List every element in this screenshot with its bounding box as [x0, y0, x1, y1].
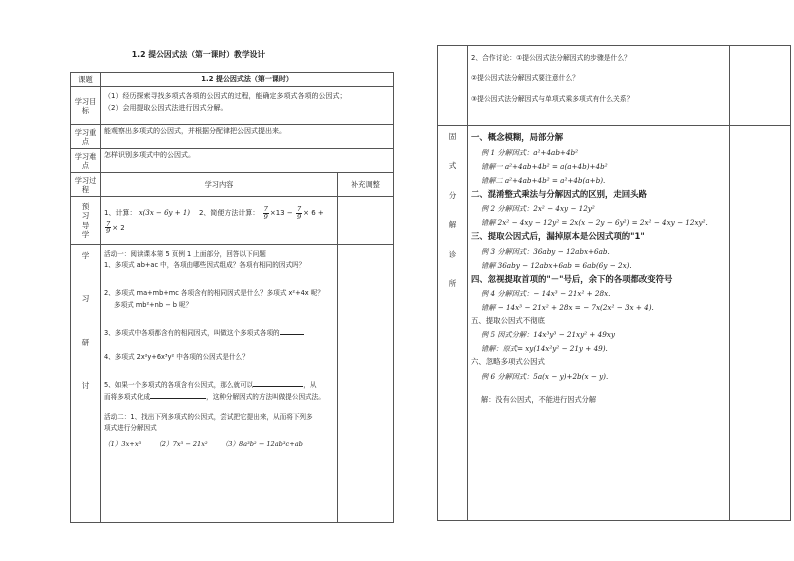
example-2-wrong: 错解 2x² − 4xy − 12y² = 2x(x − 2y − 6y²) = 2x² − 4xy − 12xy². — [481, 218, 708, 227]
example-4-wrong: 错解 − 14x³ − 21x² + 28x = − 7x(2x² − 3x + 4). — [481, 303, 654, 312]
question-4: 4、多项式 2x²y+6x³y² 中各项的公因式是什么？ — [104, 353, 249, 362]
diagnosis-label: 固 式 分 解 诊 所 — [438, 126, 468, 521]
activity-2-exercises — [104, 440, 334, 448]
section-2-title: 二、混淆整式乘法与分解因式的区别，走回头路 — [471, 188, 647, 199]
preview-1: 1、计算： x(3x − 6y + 1) — [104, 209, 191, 218]
example-3: 例 3 分解因式：36aby − 12abx+6ab. — [481, 246, 610, 256]
study-supplement — [338, 245, 394, 523]
exercise-2: （2）7x³ − 21x² — [155, 440, 208, 449]
process-label: 学习过程 — [71, 173, 101, 197]
difficulty-label: 学习难点 — [71, 149, 101, 173]
goal-cell — [101, 87, 394, 125]
example-1: 例 1 分解因式：a²+4ab+4b² — [481, 147, 578, 157]
goal-2: （2）会用提取公因式法进行因式分解。 — [104, 103, 228, 112]
right-page — [397, 0, 794, 561]
example-3-wrong: 错解 36aby − 12abx+6ab = 6ab(6y − 2x). — [481, 260, 632, 270]
example-1-wrong-1: 错解一 a²+4ab+4b² = a(a+4b)+4b² — [481, 161, 608, 171]
example-2: 例 2 分解因式：2x² − 4xy − 12y² — [481, 204, 595, 213]
preview-supplement — [338, 197, 394, 245]
topic-label: 课题 — [71, 73, 101, 87]
example-6-answer: 解：没有公因式，不能进行因式分解 — [481, 394, 597, 404]
study-content — [101, 245, 338, 523]
content-header: 学习内容 — [101, 173, 338, 197]
coop-supplement — [730, 46, 791, 126]
coop-q2: ②提公因式法分解因式要注意什么？ — [471, 74, 580, 83]
activity-2b: 项式进行分解因式 — [104, 424, 157, 433]
goal-1: （1）经历探索寻找多项式各项的公因式的过程，能确定多项式各项的公因式； — [104, 92, 347, 100]
diagnosis-content — [468, 126, 730, 521]
question-2b: 多项式 mb²+nb − b 呢？ — [114, 300, 193, 309]
diagnosis-table — [437, 45, 791, 521]
example-1-wrong-2: 错解二 a²+4ab+4b² = a²+4b(a+b). — [481, 175, 606, 185]
diagnosis-supplement — [730, 126, 791, 521]
coop-content — [468, 46, 730, 126]
section-6-title: 六、忽略多项式公因式 — [471, 357, 545, 367]
study-label: 学 习 研 讨 — [71, 245, 101, 523]
topic-value: 1.2 提公因式法（第一课时） — [101, 73, 394, 87]
question-5a: 5、如果一个多项式的各项含有公因式，那么就可以 ，从 — [104, 381, 317, 390]
question-2a: 2、多项式 ma+mb+mc 各项含有的相同因式是什么？多项式 x²+4x 呢？ — [104, 289, 324, 298]
example-5-wrong: 错解：原式= xy(14x²y² − 21y + 49). — [481, 344, 608, 354]
section-4-title: 四、忽视提取首项的"－"号后，余下的各项都改变符号 — [471, 273, 673, 284]
question-1: 1、多项式 ab+ac 中，各项由哪些因式组成？各项有相同的因式吗？ — [104, 261, 306, 270]
activity-2a: 活动二：1、找出下列多项式的公因式，尝试把它提出来，从而将下列多 — [104, 412, 313, 421]
section-3-title: 三、提取公因式后，漏掉原本是公因式项的"1" — [471, 231, 645, 241]
lesson-plan-table — [70, 72, 394, 523]
difficulty-value: 怎样识别多项式中的公因式。 — [101, 149, 394, 173]
example-5: 例 5 因式分解：14x³y³ − 21xy² + 49xy — [481, 330, 615, 340]
section-1-title: 一、概念模糊，局部分解 — [471, 132, 564, 142]
example-6: 例 6 分解因式：5a(x − y)+2b(x − y). — [481, 371, 609, 381]
question-5b: 而将多项式化成 ，这种分解因式的方法叫做提公因式法。 — [104, 392, 325, 401]
coop-q1: 2、合作讨论：①提公因式法分解因式的步骤是什么？ — [471, 54, 631, 62]
coop-q3: ③提公因式法分解因式与单项式乘多项式有什么关系？ — [471, 94, 634, 103]
document-title: 1.2 提公因式法（第一课时）教学设计 — [131, 50, 266, 59]
key-point-label: 学习重点 — [71, 125, 101, 149]
section-5-title: 五、提取公因式不彻底 — [471, 316, 545, 325]
goal-label: 学习目标 — [71, 87, 101, 125]
coop-side — [438, 46, 468, 126]
preview-content — [101, 197, 338, 245]
activity-1-intro: 活动一：阅读课本第 5 页例 1 上面部分，回答以下问题 — [104, 250, 266, 258]
preview-2: 2、简便方法计算： $\frac{7}{9}$ ×13 − $\frac{7}{9}$ × 6 + $\frac{7}{9}$ × 2 — [106, 205, 324, 236]
exercise-1: （1）3x+x³ — [104, 440, 142, 449]
exercise-3: （3）8a³b² − 12ab³c+ab — [221, 440, 303, 449]
example-4: 例 4 分解因式：− 14x³ − 21x² + 28x. — [481, 289, 611, 298]
preview-label: 预 习 导 学 — [71, 197, 101, 245]
supplement-header: 补充调整 — [338, 173, 394, 197]
key-point-value: 能观察出多项式的公因式，并根据分配律把公因式提出来。 — [101, 125, 394, 149]
question-3: 3、多项式中各项都含有的相同因式，叫做这个多项式各项的 — [104, 329, 334, 337]
